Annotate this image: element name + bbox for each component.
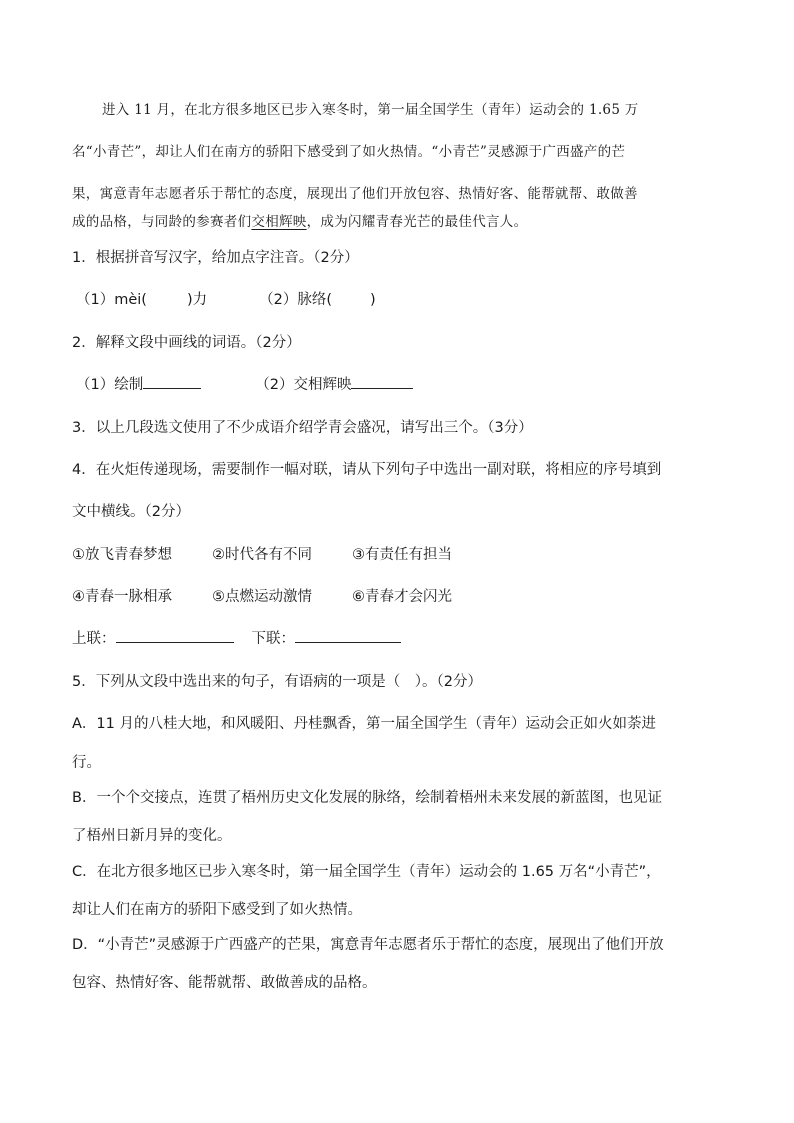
q4-option-5: ⑤点燃运动激情: [212, 589, 312, 605]
q4-option-3: ③有责任有担当: [352, 547, 452, 563]
q2-item1-blank[interactable]: [143, 374, 201, 389]
q4-option-6: ⑥青春才会闪光: [352, 589, 452, 605]
q1-item1-close: )力: [186, 292, 208, 308]
question-2-stem: 2．解释文段中画线的词语。（2分）: [72, 335, 301, 351]
question-2-items: [76, 374, 736, 396]
q4-option-1: ①放飞青春梦想: [72, 547, 172, 563]
question-4-couplet-answers: [72, 628, 732, 650]
q1-item2-close: ): [370, 292, 376, 308]
q4-upper-label: 上联：: [72, 631, 116, 647]
q2-item1-label: （1）绘制: [76, 377, 144, 393]
q5-option-b-line-1: B．一个个交接点，连贯了梧州历史文化发展的脉络，绘制着梧州未来发展的新蓝图，也见证: [72, 790, 662, 806]
q5-option-b-line-2: 了梧州日新月异的变化。: [72, 828, 232, 844]
passage-line-4-pre: 成的品格，与同龄的参赛者们: [72, 214, 252, 230]
question-4-options-row-1: [72, 544, 732, 566]
q2-item2-label: （2）交相辉映: [255, 377, 352, 393]
q4-upper-blank[interactable]: [116, 628, 234, 643]
q1-item1-pinyin: mèi(: [114, 292, 147, 308]
question-5-stem: 5．下列从文段中选出来的句子，有语病的一项是（ ）。（2分）: [72, 674, 482, 690]
question-1-items: [76, 289, 736, 311]
q5-option-d-line-2: 包容、热情好客、能帮就帮、敢做善成的品格。: [72, 975, 377, 991]
passage-line-4: [72, 211, 732, 233]
question-4-options-row-2: [72, 586, 732, 608]
q1-item2-label: （2）脉络(: [259, 292, 333, 308]
q4-lower-label: 下联：: [251, 631, 295, 647]
q5-option-d-line-1: D．“小青芒”灵感源于广西盛产的芒果，寓意青年志愿者乐于帮忙的态度，展现出了他们开放: [72, 937, 664, 953]
q5-option-a-line-1: A．11 月的八桂大地，和风暖阳、丹桂飘香，第一届全国学生（青年）运动会正如火如荼进: [72, 716, 656, 732]
question-4-stem-line-2: 文中横线。（2分）: [72, 504, 190, 520]
q4-option-2: ②时代各有不同: [212, 547, 312, 563]
underlined-phrase: 交相辉映: [251, 214, 307, 230]
q4-lower-blank[interactable]: [295, 628, 401, 643]
q5-option-c-line-2: 却让人们在南方的骄阳下感受到了如火热情。: [72, 902, 362, 918]
q2-item2-blank[interactable]: [351, 374, 413, 389]
question-4-stem-line-1: 4．在火炬传递现场，需要制作一幅对联，请从下列句子中选出一副对联，将相应的序号填到: [72, 462, 662, 478]
question-3-stem: 3．以上几段选文使用了不少成语介绍学青会盛况，请写出三个。（3分）: [72, 420, 533, 436]
q5-option-c-line-1: C．在北方很多地区已步入寒冬时，第一届全国学生（青年）运动会的 1.65 万名“小青芒”，: [72, 864, 661, 880]
passage-line-1: 进入 11 月，在北方很多地区已步入寒冬时，第一届全国学生（青年）运动会的 1.65 万: [102, 102, 639, 118]
q5-option-a-line-2: 行。: [72, 755, 101, 771]
passage-line-3: 果，寓意青年志愿者乐于帮忙的态度，展现出了他们开放包容、热情好客、能帮就帮、敢做善: [72, 186, 638, 202]
q1-item1-label: （1）: [76, 292, 115, 308]
passage-line-2: 名“小青芒”，却让人们在南方的骄阳下感受到了如火热情。“小青芒”灵感源于广西盛产的芒: [72, 144, 626, 160]
q4-option-4: ④青春一脉相承: [72, 589, 172, 605]
question-1-stem: 1．根据拼音写汉字，给加点字注音。（2分）: [72, 250, 359, 266]
passage-line-4-post: ，成为闪耀青春光芒的最佳代言人。: [306, 214, 528, 230]
